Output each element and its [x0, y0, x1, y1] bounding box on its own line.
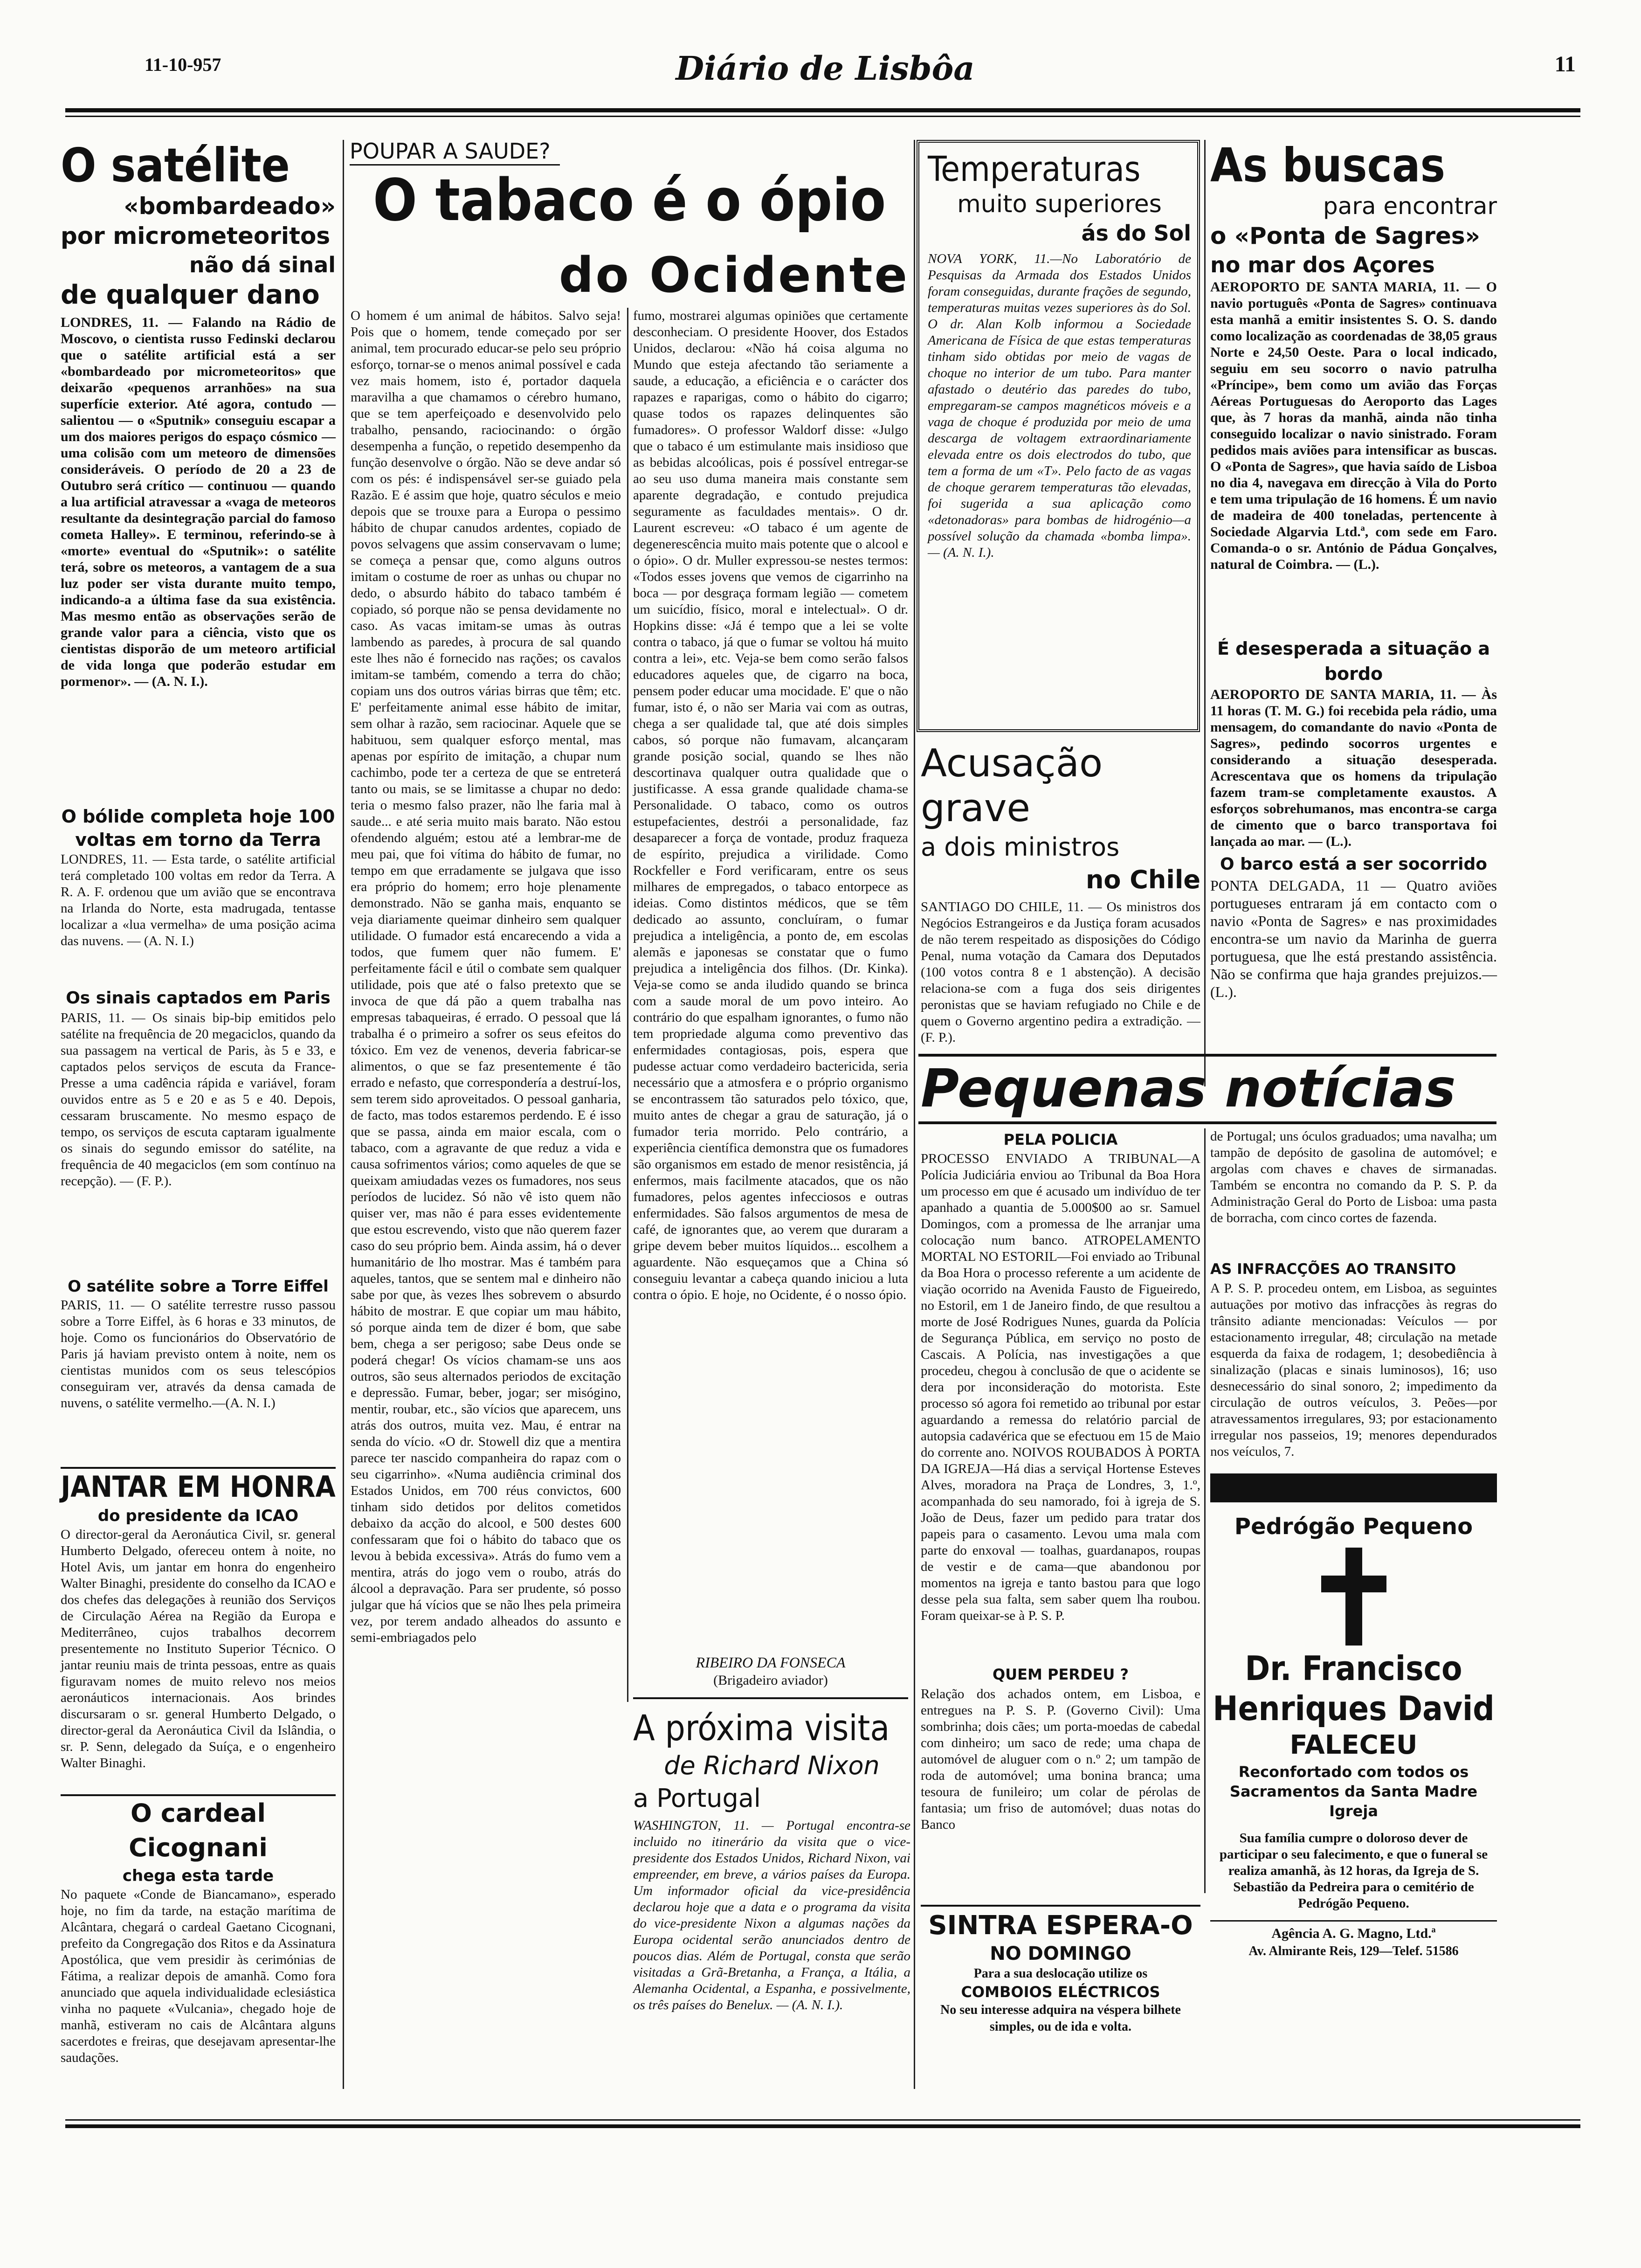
obituary-place: Pedrógão Pequeno [1234, 1514, 1473, 1540]
column-rule [1204, 140, 1206, 1086]
socorrido-title: O barco está a ser socorrido [1220, 855, 1487, 874]
buscas-headline-4: no mar dos Açores [1210, 252, 1435, 277]
footer-rule-thick [65, 2124, 1580, 2128]
page-header [65, 0, 1580, 107]
tabaco-headline-2: do Ocidente [558, 247, 909, 304]
tabaco-column-1 [351, 308, 621, 1977]
eiffel-body: PARIS, 11. — O satélite terrestre russo passou sobre a Torre Eiffel, às 6 horas e 33 minutos, de hoje. Como os funcionários do Observatório de Paris já haviam previsto ontem à noite, nem os cientistas munidos com os seus telescópios conseguiram ver, através da densa camada de nuvens, o satélite vermelho.—(A. N. I.) [61, 1298, 336, 1411]
header-date: 11-10-957 [145, 54, 221, 75]
buscas-body: AEROPORTO DE SANTA MARIA, 11. — O navio português «Ponta de Sagres» continuava esta manhã a emitir insistentes S. O. S. dando como localização as coordenadas de 38,05 graus Norte e 24,50 Oeste. Para o local indicado, seguiu em seu socorro o navio patrulha «Príncipe», bem como um avião das Forças Aéreas Portuguesas do Aeroporto das Lages que, às 7 horas da manhã, ainda não tinha conseguido localizar o navio sinistrado. Foram pedidos mais aviões para intensificar as buscas. O «Ponta de Sagres», que havia saído de Lisboa no dia 4, navegava em direcção à Vila do Porto e tem uma tripulação de 16 homens. É um navio de madeira de 400 toneladas, pertencente à Sociedade Algarvia Ltd.ª, com sede em Faro. Comanda-o o sr. António de Pádua Gonçalves, natural de Coimbra. — (L.). [1210, 279, 1497, 572]
sintra-line-2: COMBOIOS ELÉCTRICOS [961, 1983, 1160, 2001]
obituary-notice [1210, 1504, 1497, 2110]
buscas-headline-1: As buscas [1210, 138, 1446, 193]
sintra-ad-rule [921, 1905, 1200, 1907]
obituary-sacraments: Reconfortado com todos os Sacramentos da Santa Madre Igreja [1229, 1763, 1478, 1820]
sintra-title: SINTRA ESPERA-O [928, 1910, 1193, 1941]
satelite-headline-4: não dá sinal [189, 252, 336, 277]
obituary-top-bar [1210, 1473, 1497, 1502]
sinais-title: Os sinais captados em Paris [66, 989, 331, 1008]
nixon-body: WASHINGTON, 11. — Portugal encontra-se incluido no itinerário da visita que o vice-presidente dos Estados Unidos, Richard Nixon, vai empreender, em breve, a vários países da Europa. Um informador oficial da vice-presidência declarou hoje que a data e o programa da visita do vice-presidente Nixon a algumas nações da Europa ocidental serão anunciados dentro de poucos dias. Além de Portugal, consta que serão visitadas a Grã-Bretanha, a França, a Itália, a Alemanha Ocidental, a Espanha, e possivelmente, os três países do Benelux. — (A. N. I.). [633, 1818, 910, 2012]
infraccoes-title: AS INFRACÇÕES AO TRANSITO [1210, 1261, 1456, 1278]
acusacao-headline-3: no Chile [1085, 865, 1200, 894]
obituary-agency: Agência A. G. Magno, Ltd.ª [1271, 1926, 1436, 1941]
cardeal-body: No paquete «Conde de Biancamano», esperado hoje, no fim da tarde, na estação marítima de Alcântara, chegará o cardeal Gaetano Cicognani, prefeito da Congregação dos Ritos e da Assinatura Apostólica, que vem presidir às cerimónias de Fátima, a realizar depois de amanhã. Como fora anunciado que aquela individualidade eclesiástica vinha no paquete «Vulcania», chegado hoje de manhã, estiveram no cais de Alcântara alguns sacerdotes e freiras, que desejavam apresentar-lhe saudações. [61, 1887, 336, 2065]
tabaco-kicker: POUPAR A SAUDE? [350, 138, 560, 166]
satelite-headline-3: por micrometeoritos [61, 222, 331, 249]
nixon-headline-2: de Richard Nixon [664, 1751, 880, 1780]
header-rule-thick [65, 108, 1580, 112]
buscas-headline-2: para encontrar [1323, 193, 1497, 220]
temperaturas-headline-2: muito superiores [957, 190, 1162, 218]
bolide-body: LONDRES, 11. — Esta tarde, o satélite artificial terá completado 100 voltas em redor da Terra. A R. A. F. ordenou que um avião que se encontrava na Irlanda do Norte, esta madrugada, tentasse localizar a «lua vermelha» de uma posição acima das nuvens. — (A. N. I.) [61, 852, 336, 948]
tabaco-column-2 [633, 308, 908, 1651]
sintra-subtitle: NO DOMINGO [990, 1943, 1131, 1964]
tabaco-body-1: O homem é um animal de hábitos. Salvo seja! Pois que o homem, tende começado por ser animal, tem procurado educar-se pelo seu próprio esforço, tornar-se o menos animal possível e cada vez mais homem, isto é, portador daquela maravilha a que chamamos o cérebro humano, que se tem aperfeiçoado e desenvolvido pelo trabalho, pensando, raciocinando: o órgão desempenha a função, o repetido desempenho da função desenvolve o órgão. Não se deve andar só com os pés: é indispensável ser-se guiado pela Razão. E é assim que hoje, quatro séculos e meio depois que se trouxe para a Europa o pessimo hábito de chupar canudos ardentes, copiado de povos selvagens que assim conservavam o lume; se começa a pensar que, como alguns outros imitam o costume de roer as unhas ou chupar no dedo, o absurdo hábito do tabaco também é copiado, só porque não se pensa devidamente no caso. As vacas imitam-se umas às outras lambendo as paredes, à procura de sal quando este lhes não é fornecido nas rações; os cavalos imitam-se também, comendo a terra do chão; copiam uns dos outros várias birras que têm; etc. E' perfeitamente animal esse hábito de imitar, sem olhar à razão, sem raciocinar. Aquele que se habituou, sem qualquer esforço mental, mas apenas por espírito de imitação, a chupar num cachimbo, pode ter a certeza de que se entreterá tanto ou mais, se se limitasse a chupar no dedo: teria o mesmo falso prazer, não lhe faria mal à saude... e até seria muito mais barato. Não estou ofendendo alguém; estou até a lembrar-me de meu pai, que foi vítima do hábito de fumar, no tempo em que erradamente se julgava que isso era próprio do homem; erro hoje plenamente demonstrado. Não se ganha mais, enquanto se veja diariamente queimar dinheiro sem qualquer utilidade. O fumador está encarecendo a vida a todos, que fumem quer não fumem. E' perfeitamente fácil e útil o combate sem qualquer utilidade, pois que até o falso pretexto que se invoca de que dá pão a quem trabalha nas empresas tabaqueiras, é errado. O pessoal que lá trabalha é o primeiro a sofrer os seus efeitos do tóxico. Em vez de venenos, deveria fabricar-se alimentos, o que se faz presentemente é tão errado e nefasto, que correspondería a destruí-los, sem terem sido aproveitados. O pessoal ganharia, de facto, mas todos estaremos perdendo. E é isso que se passa, ainda em maior escala, com o tabaco, com a agravante de que reduz a vida e causa sofrimentos vários; como aqueles de que se queixam amiudadas vezes os fumadores, nos seus períodos de lucidez. Só não vê isto quem não quiser ver, mas não é para esses evidentemente que estou escrevendo, visto que não querem fazer caso do seu próprio bem. Ainda assim, há o dever humanitário de lho mostrar. Mas é também para aqueles, tantos, que se sentem mal e dinheiro não sabe por que, às vezes lhes sobrevem o absurdo hábito de mostrar. E que copiar um mau hábito, só porque ainda tem de dizer é bom, que sabe bem, chega a ser perigoso; sabe Deus onde se poderá chegar! Os vícios chamam-se uns aos outros, são seus alternados periodos de excitação e depressão. Fumar, beber, jogar; ser misógino, mentir, roubar, etc., são vícios que aparecem, uns atrás dos outros, muita vez. Mau, é entrar na senda do vício. «O dr. Stowell diz que a mentira parece ter nascido companheira do rapaz com o seu cigarrinho». «Numa audiência criminal dos Estados Unidos, em 700 réus convictos, 600 tinham sido detidos por delitos cometidos debaixo da acção do alcool, e 500 destes 600 confessaram que foi o hábito do tabaco que os levou à bebida excessiva». Atrás do fumo vem a mentira, atrás do jogo vem o roubo, atrás do álcool a depravação. Para ser prudente, só posso julgar que há vícios que se não lhes pela primeira vez, por terem andado alheados do assunto e semi-embriagados pelo [351, 308, 621, 1645]
temperaturas-article [928, 149, 1191, 727]
column-rule [343, 140, 344, 2089]
socorrido-body: PONTA DELGADA, 11 — Quatro aviões portugueses entraram já em contacto com o navio «Ponta de Sagres» e nas proximidades encontra-se um navio da Marinha de guerra portuguesa, que lhe está prestando assistência. Não se confirma que haja grandes prejuizos.—(L.). [1210, 877, 1497, 1000]
temperaturas-body: NOVA YORK, 11.—No Laboratório de Pesquisas da Armada dos Estados Unidos foram conseguidas, durante frações de segundo, temperaturas muitas vezes superiores às do Sol. O dr. Alan Kolb informou a Sociedade Americana de Física de que estas temperaturas tinham sido obtidas por meio de vagas de choque no interior de um tubo. Para manter afastado o deutério das paredes do tubo, empregaram-se campos magnéticos móveis e a vaga de choque é produzida por meio de uma descarga de voltagem extraordinariamente elevada entre os dois electrodos do tubo, que tem a forma de um «T». Pelo facto de as vagas de choque gerarem temperaturas tão elevadas, foi sugerida a sua aplicação como «detonadoras» para bombas de hidrogénio—a possível solução da chamada «bomba limpa». — (A. N. I.). [928, 251, 1191, 560]
jantar-title: JANTAR EM HONRA [61, 1470, 336, 1504]
perdeu-body: Relação dos achados ontem, em Lisboa, e entregues na P. S. P. (Governo Civil): Uma sombrinha; dois cães; um porta-moedas de cabedal com dinheiro; um saco de rede; uma chapa de automóvel de aluguer com o n.º 2; um tampão de roda de automóvel; uma bonina branca; uma tesoura de funileiro; um colar de pérolas de fantasia; um friso de automóvel; duas notas do Banco [921, 1687, 1200, 1832]
acusacao-body: SANTIAGO DO CHILE, 11. — Os ministros dos Negócios Estrangeiros e da Justiça foram acusados de não terem respeitado as disposições do Código Penal, numa votação da Camara dos Deputados (100 votos contra 8 e 1 abstenção). A decisão relaciona-se com a fuga dos seis dirigentes peronistas que se haviam refugiado no Chile e de quem o Governo argentino pedira a extradição. — (F. P.). [921, 899, 1200, 1045]
sintra-line-3: No seu interesse adquira na véspera bilhete simples, ou de ida e volta. [940, 2003, 1181, 2034]
buscas-article [1210, 140, 1497, 1054]
footer-rule-thin [65, 2119, 1580, 2121]
desesperada-body: AEROPORTO DE SANTA MARIA, 11. — Às 11 horas (T. M. G.) foi recebida pela rádio, uma mensagem, do comandante do navio «Ponta de Sagres», pedindo socorros urgentes e considerando a situação desesperada. Acrescentava que os homens da tripulação fazem tram-se completamente exaustos. A esforços sobrehumanos, mas encontra-se carga de cimento que o barco transportava foi lançada ao mar. — (L.). [1210, 687, 1497, 849]
tabaco-signature: RIBEIRO DA FONSECA [696, 1654, 846, 1671]
policia-title: PELA POLICIA [1003, 1131, 1118, 1148]
masthead: Diário de Lisbôa [676, 49, 975, 88]
column-rule [1204, 1128, 1206, 1893]
satelite-body: LONDRES, 11. — Falando na Rádio de Moscovo, o cientista russo Fedinski declarou que o satélite artificial está a ser «bombardeado por micrometeoritos» que deixarão «pequenos arranhões» na sua superfície exterior. Até agora, contudo — salientou — o «Sputnik» conseguiu escapar a um dos maiores perigos do espaço cósmico — uma colisão com um meteoro de dimensões consideráveis. O período de 20 a 23 de Outubro será crítico — continuou — quando a lua artificial atravessar a «vaga de meteoros resultante da desintegração parcial do famoso cometa Halley». E terminou, referindo-se à «morte» eventual do «Sputnik»: o satélite terá, sobre os meteoros, a vantagem de a sua luz poder ser vista durante muito tempo, indicando-a a última fase da sua existência. Mas mesmo então as observações serão de grande valor para a ciência, visto que os cientistas disporão de um meteoro artificial de vida longa que poderão estudar em pormenor». — (A. N. I.). [61, 315, 336, 689]
cardeal-title: O cardeal Cicognani [129, 1798, 268, 1862]
obituary-name: Dr. Francisco Henriques David [1213, 1649, 1495, 1728]
satelite-article [61, 138, 336, 2065]
acusacao-article [921, 741, 1200, 1049]
obituary-status: FALECEU [1289, 1730, 1418, 1760]
pequenas-column-1 [921, 1128, 1200, 1902]
sintra-ad [921, 1909, 1200, 2105]
temperaturas-headline-3: ás do Sol [1081, 221, 1191, 246]
column-rule [914, 140, 915, 2089]
buscas-headline-3: o «Ponta de Sagres» [1210, 222, 1480, 249]
cross-icon [1321, 1548, 1386, 1646]
bolide-title: O bólide completa hoje 100 voltas em torno da Terra [61, 806, 335, 850]
satelite-headline-5: de qualquer dano [61, 280, 320, 310]
pequenas-headline: Pequenas notícias [921, 1058, 1456, 1119]
perdeu-title: QUEM PERDEU ? [992, 1666, 1129, 1683]
page-number: 11 [1554, 52, 1576, 76]
section-divider [633, 1697, 908, 1699]
tabaco-signature-rank: (Brigadeiro aviador) [713, 1673, 828, 1688]
jantar-subtitle: do presidente da ICAO [97, 1507, 299, 1525]
policia-body: PROCESSO ENVIADO A TRIBUNAL—A Polícia Judiciária enviou ao Tribunal da Boa Hora um processo em que é acusado um indivíduo de ter apanhado a quantia de 5.000$00 ao sr. Samuel Domingos, com a promessa de lhe arranjar uma colocação num banco. ATROPELAMENTO MORTAL NO ESTORIL—Foi enviado ao Tribunal da Boa Hora o processo referente a um acidente de viação ocorrido na Avenida Fausto de Figueiredo, no Estoril, em 1 de Janeiro findo, de que resultou a morte de José Rodrigues Nunes, guarda da Polícia de Segurança Pública, em serviço no posto de Cascais. A Polícia, nas investigações a que procedeu, chegou à conclusão de que o acidente se dera por inconsideração do motorista. Este processo só agora foi remetido ao tribunal por estar aguardando a remessa do relatório parcial de autopsia cadavérica que se efectuou em 15 de Maio do corrente ano. NOIVOS ROUBADOS À PORTA DA IGREJA—Há dias a serviçal Hortense Esteves Alves, moradora na Praça de Londres, 3, 1.º, acompanhada do seu namorado, foi à igreja de S. João de Deus, fazer um pedido para tratar dos papeis para o casamento. Levou uma mala com parte do enxoval — toalhas, guardanapos, roupas de vestir e de cama—que abandonou por momentos na igreja e tanto bastou para que logo desse pela sua falta, sem saber quem lha roubou. Foram queixar-se à P. S. P. [921, 1151, 1200, 1623]
desesperada-title: É desesperada a situação a bordo [1217, 638, 1490, 684]
pequenas-column-2 [1210, 1128, 1497, 1469]
column-rule [627, 308, 628, 1702]
cardeal-subtitle: chega esta tarde [122, 1867, 274, 1885]
sinais-body: PARIS, 11. — Os sinais bip-bip emitidos pelo satélite na frequência de 20 megaciclos, quando da sua passagem na vertical de Paris, às 5 e 33, e captados pelos serviços de escuta da France-Presse a uma cadência rápida e variável, foram ouvidos entre as 5 e 20 e as 5 e 40. Depois, cessaram bruscamente. No mesmo espaço de tempo, os serviços de escuta captaram igualmente os sinais do segundo emissor do satélite, na frequência de 40 megaciclos (em som contínuo na recepção). — (F. P.). [61, 1010, 336, 1189]
infraccoes-body: A P. S. P. procedeu ontem, em Lisboa, as seguintes autuações por motivo das infracções às regras do trânsito adiante mencionadas: Veículos — por estacionamento irregular, 48; circulação na metade esquerda da faixa de rodagem, 1; desobediência à sinalização (placas e sinais luminosos), 16; uso desnecessário do sinal sonoro, 2; impedimento da circulação de outros veículos, 3. Peões—por atravessamentos irregulares, 93; por estacionamento irregular nos passeios, 19; menores dependurados nos veículos, 7. [1210, 1281, 1497, 1459]
jantar-body: O director-geral da Aeronáutica Civil, sr. general Humberto Delgado, ofereceu ontem à noite, no Hotel Avis, um jantar em honra do engenheiro Walter Binaghi, presidente do conselho da ICAO e dos chefes das delegações à reunião dos Serviços de Circulação Aérea na Região da Europa e Mediterrâneo, cujos trabalhos decorrem presentemente no Instituto Superior Técnico. O jantar reuniu mais de trinta pessoas, entre as quais figuravam nomes de muito relevo nos meios aeronáuticos internacionais. Aos brindes discursaram o sr. general Humberto Delgado, o director-geral da Aeronáutica Civil da Islândia, o sr. P. Senn, delegado da Suíça, e o engenheiro Walter Binaghi. [61, 1527, 336, 1770]
acusacao-headline-1: Acusação grave [921, 741, 1103, 830]
header-rule-thin [65, 116, 1580, 117]
nixon-article [633, 1707, 910, 2122]
eiffel-title: O satélite sobre a Torre Eiffel [68, 1277, 329, 1296]
acusacao-headline-2: a dois ministros [921, 832, 1120, 862]
pequenas-bottom-rule [918, 1121, 1496, 1124]
pequenas-top-rule [918, 1054, 1496, 1057]
nixon-headline-1: A próxima visita [633, 1707, 890, 1749]
sintra-line-1: Para a sua deslocação utilize os [973, 1966, 1148, 1981]
tabaco-body-2: fumo, mostrarei algumas opiniões que certamente desconheciam. O presidente Hoover, dos Estados Unidos, declarou: «Não há coisa alguma no Mundo que esteja afectando tão seriamente a saude, a educação, a eficiência e o carácter dos rapazes e raparigas, como o hábito do cigarro; quase todos os rapazes delinquentes são fumadores». O professor Waldorf disse: «Julgo que o tabaco é um estimulante mais insidioso que as bebidas alcoólicas, pois é possível entregar-se ao seu uso duma maneira mais constante sem aparente degradação, e contudo prejudica seguramente as faculdades mentais». O dr. Laurent escreveu: «O tabaco é um agente de degenerescência muito mais potente que o alcool e o ópio». O dr. Muller expressou-se nestes termos: «Todos esses jovens que vemos de cigarrinho na boca — por desgraça formam legião — cometem um suicídio, físico, moral e intelectual». O dr. Hopkins disse: «Já é tempo que a lei se volte contra o tabaco, já que o fumar se voltou há muito contra a lei», etc. Veja-se bem como serão falsos educadores aqueles que, de cigarro na boca, pensem poder educar uma mocidade. E' que o não fumar, isto é, o não ser Maria vai com as outras, chega a ser qualidade tal, que até dois simples cabos, só porque não fumavam, alcançaram grande posição social, quando se lhes não descortinava qualquer outra qualidade que o justificasse. A essa grande qualidade chama-se Personalidade. O tabaco, como os outros estupefacientes, destrói a personalidade, faz desaparecer a força de vontade, produz fraqueza de espírito, prejudica a virilidade. Como Rockfeller e Ford verificaram, entre os seus milhares de empregados, o tabaco entorpece as ideias. Como distintos médicos, que se têm dedicado ao assunto, concluíram, o fumar prejudica a inteligência, a ponto de, em escolas alemãs e japonesas se constatar que o fumo prejudica a inteligência dos filhos. (Dr. Kinka). Veja-se como se anda iludido quando se brinca com a saude moral de um povo inteiro. Ao contrário do que espalham ignorantes, o fumo não tem propriedade alguma como preventivo das enfermidades contagiosas, pois, espera que pudesse actuar como verdadeiro bactericida, seria necessário que a atmosfera e o próprio organismo se encontrassem tão saturados pelo tóxico, que, muito antes de chegar a grau de saturação, já o fumador teria morrido. Pelo contrário, a experiência científica demonstra que os fumadores são organismos em estado de menor resistência, já enfermos, mais facilmente atacados, que os não fumadores, pelos agentes infecciosos e outras enfermidades. São falsos argumentos de mesa de café, de ignorantes que, ao verem que duraram a gripe devem beber muitos líquidos... escolhem a aguardente. Não esqueçamos que a China só conseguiu levantar a cabeça quando iniciou a luta contra o ópio. E hoje, no Ocidente, é o nosso ópio. [633, 308, 908, 1302]
tabaco-headline-1: O tabaco é o ópio [373, 167, 886, 234]
temperaturas-headline-1: Temperaturas [928, 149, 1141, 189]
satelite-headline: O satélite [61, 138, 290, 193]
pequenas-continued: de Portugal; uns óculos graduados; uma navalha; um tampão de depósito de gasolina de automóvel; e argolas com chaves e chaves de sirmanadas. Também se encontra no comando da P. S. P. da Administração Geral do Porto de Lisboa: uma pasta de borracha, com cinco cortes de fazenda. [1210, 1129, 1497, 1225]
obituary-agency-address: Av. Almirante Reis, 129—Telef. 51586 [1248, 1944, 1459, 1958]
obituary-body: Sua família cumpre o doloroso dever de participar o seu falecimento, e que o funeral se realiza amanhã, às 12 horas, da Igreja de S. Sebastião da Pedreira para o cemitério de Pedrógão Pequeno. [1219, 1831, 1488, 1911]
satelite-headline-2: «bombardeado» [124, 193, 336, 220]
nixon-headline-3: a Portugal [633, 1784, 761, 1813]
